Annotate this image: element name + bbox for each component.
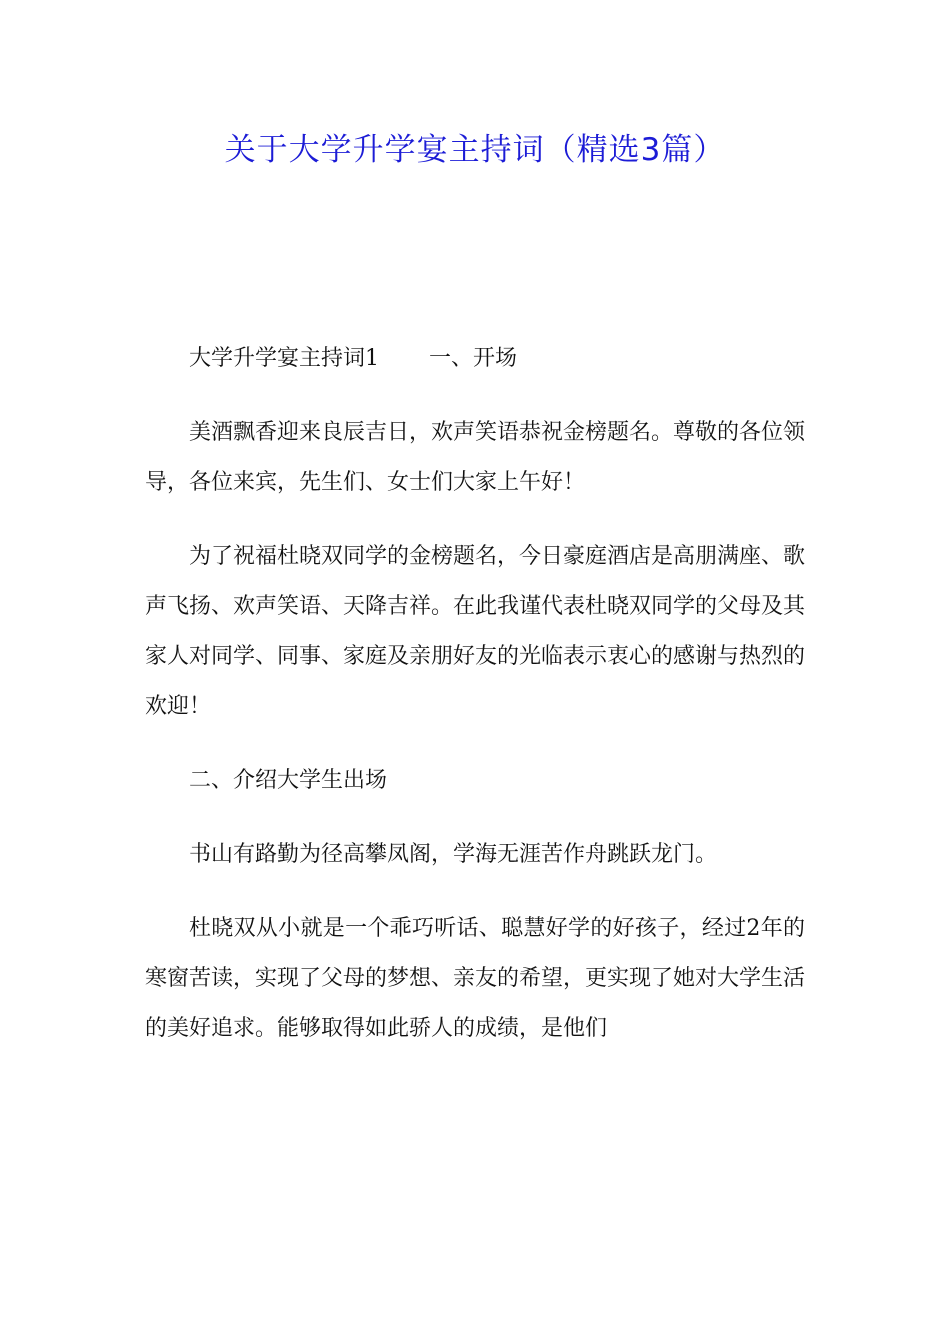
paragraph-section-two-heading: 二、介绍大学生出场 bbox=[189, 768, 388, 793]
section-heading-label: 大学升学宴主持词1 bbox=[189, 346, 379, 371]
paragraph-welcome: 为了祝福杜晓双同学的金榜题名，今日豪庭酒店是高朋满座、歌声飞扬、欢声笑语、天降吉祥。在此我谨代表杜晓双同学的父母及其家人对同学、同事、家庭及亲朋好友的光临表示衷心的感谢与热烈的欢迎！ bbox=[145, 544, 806, 719]
paragraph-student-intro: 杜晓双从小就是一个乖巧听话、聪慧好学的好孩子，经过2年的寒窗苦读，实现了父母的梦想、亲友的希望，更实现了她对大学生活的美好追求。能够取得如此骄人的成绩，是他们 bbox=[145, 916, 806, 1041]
section-subheading: 一、开场 bbox=[429, 346, 518, 371]
section-heading bbox=[145, 334, 805, 384]
document-body bbox=[145, 334, 805, 1078]
paragraph-opening-greeting: 美酒飘香迎来良辰吉日，欢声笑语恭祝金榜题名。尊敬的各位领导，各位来宾，先生们、女士们大家上午好！ bbox=[145, 420, 806, 495]
paragraph-couplet: 书山有路勤为径高攀凤阁，学海无涯苦作舟跳跃龙门。 bbox=[189, 842, 718, 867]
document-title: 关于大学升学宴主持词（精选3篇） bbox=[224, 132, 726, 168]
